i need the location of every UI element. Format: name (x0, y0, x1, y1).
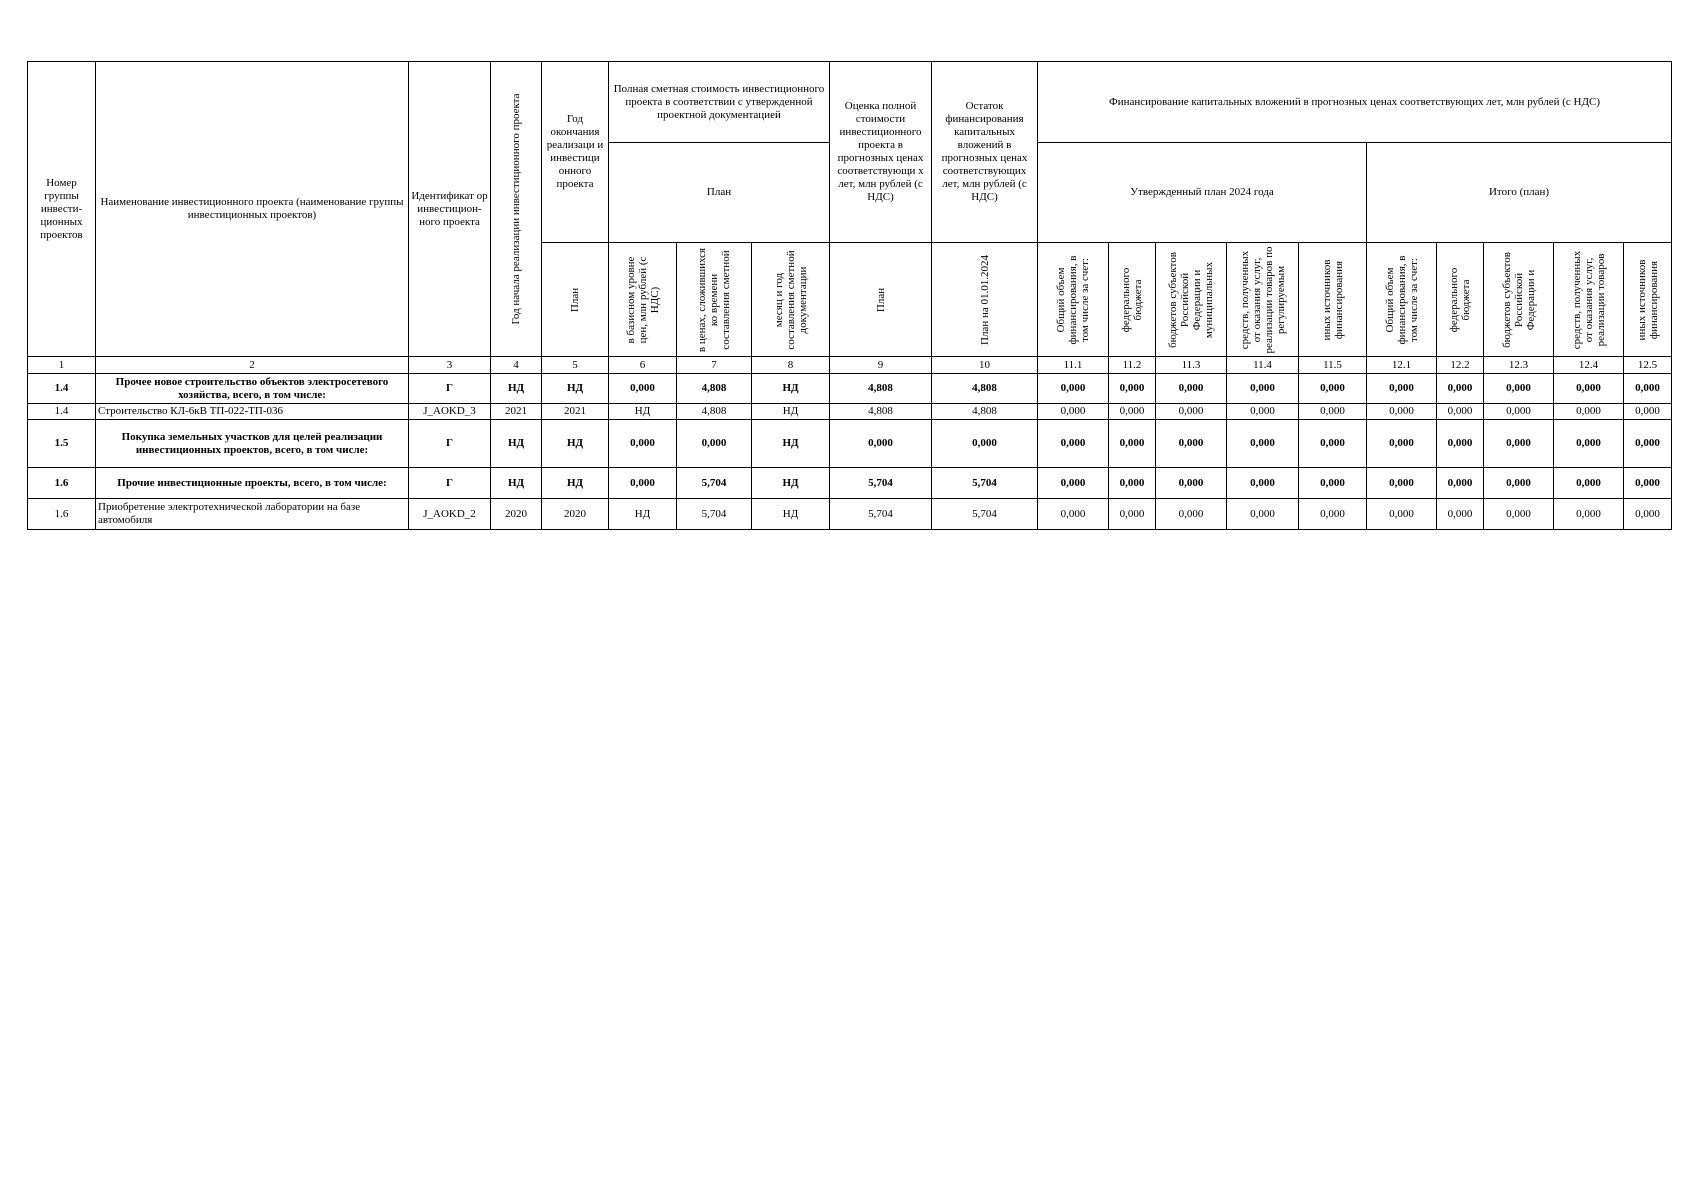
cell: 0,000 (1156, 499, 1227, 530)
header-fin-tariff-text: средств, полученных от оказания услуг, реализации товаров по регулируемым (1238, 246, 1287, 353)
cell: НД (542, 468, 609, 499)
header-estimate-plan (830, 243, 932, 357)
header-start-year (491, 62, 542, 357)
header-fin-federal (1109, 243, 1156, 357)
cell-project-name: Прочее новое строительство объектов электросетевого хозяйства, всего, в том числе: (96, 374, 409, 404)
header-row-1 (28, 62, 1672, 143)
col-num: 12.3 (1484, 357, 1554, 374)
cell: 1.4 (28, 404, 96, 420)
cell: 5,704 (830, 468, 932, 499)
cell: Г (409, 468, 491, 499)
cell: 0,000 (1437, 420, 1484, 468)
header-fin-federal-text: федерального бюджета (1120, 267, 1145, 332)
cell: НД (752, 374, 830, 404)
cell: НД (752, 468, 830, 499)
header-cost-current-text: в ценах, сложившихся ко времени составления сметной (696, 247, 732, 352)
header-fin-total-text: Общий объем финансирования, в том числе за счет: (1055, 255, 1092, 344)
cell: НД (609, 499, 677, 530)
cell: 1.6 (28, 468, 96, 499)
header-project-name: Наименование инвестиционного проекта (наименование группы инвестиционных проектов) (96, 62, 409, 357)
cell-project-name: Строительство КЛ-6кВ ТП-022-ТП-036 (96, 404, 409, 420)
cell: НД (542, 420, 609, 468)
cell: НД (491, 420, 542, 468)
header-tot-tariff (1554, 243, 1624, 357)
cell: 0,000 (1554, 374, 1624, 404)
cell-project-name: Приобретение электротехнической лаборатории на базе автомобиля (96, 499, 409, 530)
cell: 0,000 (609, 420, 677, 468)
header-tot-regional-text: бюджетов субъектов Российской Федерации и (1500, 251, 1537, 348)
cell: 0,000 (1624, 420, 1672, 468)
cell: 0,000 (1554, 420, 1624, 468)
header-fin-other-text: иных источников финансирования (1320, 259, 1345, 340)
col-num: 11.3 (1156, 357, 1227, 374)
cell: 4,808 (830, 374, 932, 404)
header-remaining-plan (932, 243, 1038, 357)
header-tot-total (1367, 243, 1437, 357)
table-row-group-1-5 (28, 420, 1672, 468)
header-end-year: Год окончания реализаци и инвестици онного проекта (542, 62, 609, 243)
cell: 0,000 (1299, 468, 1367, 499)
header-identifier: Идентификат ор инвестицион-ного проекта (409, 62, 491, 357)
cell: 0,000 (1109, 374, 1156, 404)
table-row-group-1-6 (28, 468, 1672, 499)
cell: 0,000 (1624, 374, 1672, 404)
cell: 0,000 (1038, 404, 1109, 420)
cell: 0,000 (830, 420, 932, 468)
cell: 0,000 (1299, 420, 1367, 468)
table-row-group-1-4 (28, 374, 1672, 404)
cell: 0,000 (1367, 404, 1437, 420)
column-number-row (28, 357, 1672, 374)
cell: 0,000 (1156, 374, 1227, 404)
cell: НД (752, 404, 830, 420)
header-cost-current (677, 243, 752, 357)
header-end-year-plan (542, 243, 609, 357)
cell: НД (542, 374, 609, 404)
header-cost-base-text: в базисном уровне цен, млн рублей (с НДС) (624, 256, 661, 343)
cell: НД (752, 420, 830, 468)
cell: 0,000 (1156, 420, 1227, 468)
col-num: 10 (932, 357, 1038, 374)
cell: 4,808 (932, 404, 1038, 420)
col-num: 12.2 (1437, 357, 1484, 374)
cell: J_AOKD_2 (409, 499, 491, 530)
cell: 1.5 (28, 420, 96, 468)
cell: 0,000 (1227, 499, 1299, 530)
cell: 0,000 (1484, 499, 1554, 530)
col-num: 11.2 (1109, 357, 1156, 374)
cell: 0,000 (1038, 499, 1109, 530)
cell: 0,000 (1227, 404, 1299, 420)
cell: НД (609, 404, 677, 420)
header-full-cost-estimate: Оценка полной стоимости инвестиционного проекта в прогнозных ценах соответствующи х лет, млн рублей (с НДС) (830, 62, 932, 243)
cell: 4,808 (932, 374, 1038, 404)
cell: 0,000 (1109, 404, 1156, 420)
col-num: 12.4 (1554, 357, 1624, 374)
cell: 4,808 (830, 404, 932, 420)
cell: 0,000 (1554, 499, 1624, 530)
cell: 0,000 (1437, 499, 1484, 530)
header-plan: План (609, 143, 830, 243)
cell: 0,000 (1367, 468, 1437, 499)
header-cost-month (752, 243, 830, 357)
cell: 0,000 (677, 420, 752, 468)
cell: J_AOKD_3 (409, 404, 491, 420)
header-start-year-text: Год начала реализации инвестиционного проекта (510, 93, 522, 325)
header-estimate-plan-text: План (874, 287, 887, 312)
cell: 2021 (542, 404, 609, 420)
col-num: 7 (677, 357, 752, 374)
col-num: 9 (830, 357, 932, 374)
cell: 0,000 (1484, 420, 1554, 468)
cell: 5,704 (932, 499, 1038, 530)
cell: 0,000 (1437, 374, 1484, 404)
col-num: 8 (752, 357, 830, 374)
cell: 0,000 (1624, 468, 1672, 499)
cell: 0,000 (1299, 499, 1367, 530)
col-num: 12.5 (1624, 357, 1672, 374)
cell: 0,000 (1367, 499, 1437, 530)
cell-project-name: Прочие инвестиционные проекты, всего, в том числе: (96, 468, 409, 499)
cell: 0,000 (1299, 404, 1367, 420)
header-full-cost: Полная сметная стоимость инвестиционного проекта в соответствии с утвержденной проектной документацией (609, 62, 830, 143)
header-fin-regional (1156, 243, 1227, 357)
header-tot-tariff-text: средств, полученных от оказания услуг, реализации товаров (1570, 250, 1607, 349)
cell: 0,000 (1484, 468, 1554, 499)
header-remaining: Остаток финансирования капитальных вложений в прогнозных ценах соответствующих лет, млн рублей (с НДС) (932, 62, 1038, 243)
cell: 0,000 (1437, 404, 1484, 420)
header-tot-other-text: иных источников финансирования (1635, 259, 1660, 340)
col-num: 2 (96, 357, 409, 374)
header-fin-tariff (1227, 243, 1299, 357)
cell: 0,000 (1109, 468, 1156, 499)
cell: Г (409, 374, 491, 404)
col-num: 6 (609, 357, 677, 374)
cell: НД (491, 374, 542, 404)
header-financing: Финансирование капитальных вложений в прогнозных ценах соответствующих лет, млн рублей (с НДС) (1038, 62, 1672, 143)
col-num: 3 (409, 357, 491, 374)
cell: 0,000 (609, 468, 677, 499)
cell: 0,000 (1227, 468, 1299, 499)
cell: 0,000 (1227, 374, 1299, 404)
cell: 0,000 (1109, 420, 1156, 468)
cell: 0,000 (1437, 468, 1484, 499)
cell: 5,704 (677, 499, 752, 530)
header-tot-other (1624, 243, 1672, 357)
header-approved-plan: Утвержденный план 2024 года (1038, 143, 1367, 243)
cell: 2020 (542, 499, 609, 530)
cell: 4,808 (677, 374, 752, 404)
cell: 0,000 (1367, 374, 1437, 404)
header-tot-federal-text: федерального бюджета (1448, 267, 1473, 332)
col-num: 5 (542, 357, 609, 374)
cell: 4,808 (677, 404, 752, 420)
cell: 0,000 (1554, 468, 1624, 499)
header-tot-regional (1484, 243, 1554, 357)
cell: НД (491, 468, 542, 499)
cell: 0,000 (609, 374, 677, 404)
header-fin-regional-text: бюджетов субъектов Российской Федерации и муниципальных (1167, 251, 1216, 348)
header-group-number: Номер группы инвести-ционных проектов (28, 62, 96, 357)
cell: НД (752, 499, 830, 530)
col-num: 4 (491, 357, 542, 374)
cell-project-name: Покупка земельных участков для целей реализации инвестиционных проектов, всего, в том числе: (96, 420, 409, 468)
col-num: 11.5 (1299, 357, 1367, 374)
investment-table (27, 61, 1672, 530)
header-tot-total-text: Общий объем финансирования, в том числе за счет: (1383, 255, 1420, 344)
cell: 0,000 (1156, 404, 1227, 420)
cell: 0,000 (932, 420, 1038, 468)
cell: 5,704 (830, 499, 932, 530)
header-fin-total (1038, 243, 1109, 357)
col-num: 1 (28, 357, 96, 374)
header-end-year-plan-text: План (569, 287, 581, 312)
investment-program-sheet (27, 61, 1671, 530)
cell: 0,000 (1038, 420, 1109, 468)
cell: 2021 (491, 404, 542, 420)
header-fin-other (1299, 243, 1367, 357)
cell: 1.4 (28, 374, 96, 404)
col-num: 11.4 (1227, 357, 1299, 374)
cell: 0,000 (1624, 404, 1672, 420)
table-row-1-4-detail (28, 404, 1672, 420)
cell: Г (409, 420, 491, 468)
cell: 0,000 (1367, 420, 1437, 468)
header-cost-month-text: месяц и год составления сметной документации (772, 249, 809, 350)
cell: 5,704 (677, 468, 752, 499)
cell: 0,000 (1484, 404, 1554, 420)
cell: 0,000 (1227, 420, 1299, 468)
col-num: 12.1 (1367, 357, 1437, 374)
cell: 0,000 (1038, 374, 1109, 404)
cell: 0,000 (1554, 404, 1624, 420)
header-tot-federal (1437, 243, 1484, 357)
cell: 0,000 (1484, 374, 1554, 404)
header-total-plan: Итого (план) (1367, 143, 1672, 243)
cell: 1.6 (28, 499, 96, 530)
cell: 2020 (491, 499, 542, 530)
cell: 0,000 (1624, 499, 1672, 530)
header-remaining-plan-text: План на 01.01.2024 (978, 254, 991, 345)
cell: 0,000 (1156, 468, 1227, 499)
cell: 0,000 (1109, 499, 1156, 530)
col-num: 11.1 (1038, 357, 1109, 374)
header-cost-base (609, 243, 677, 357)
cell: 5,704 (932, 468, 1038, 499)
cell: 0,000 (1038, 468, 1109, 499)
table-row-1-6-detail (28, 499, 1672, 530)
cell: 0,000 (1299, 374, 1367, 404)
